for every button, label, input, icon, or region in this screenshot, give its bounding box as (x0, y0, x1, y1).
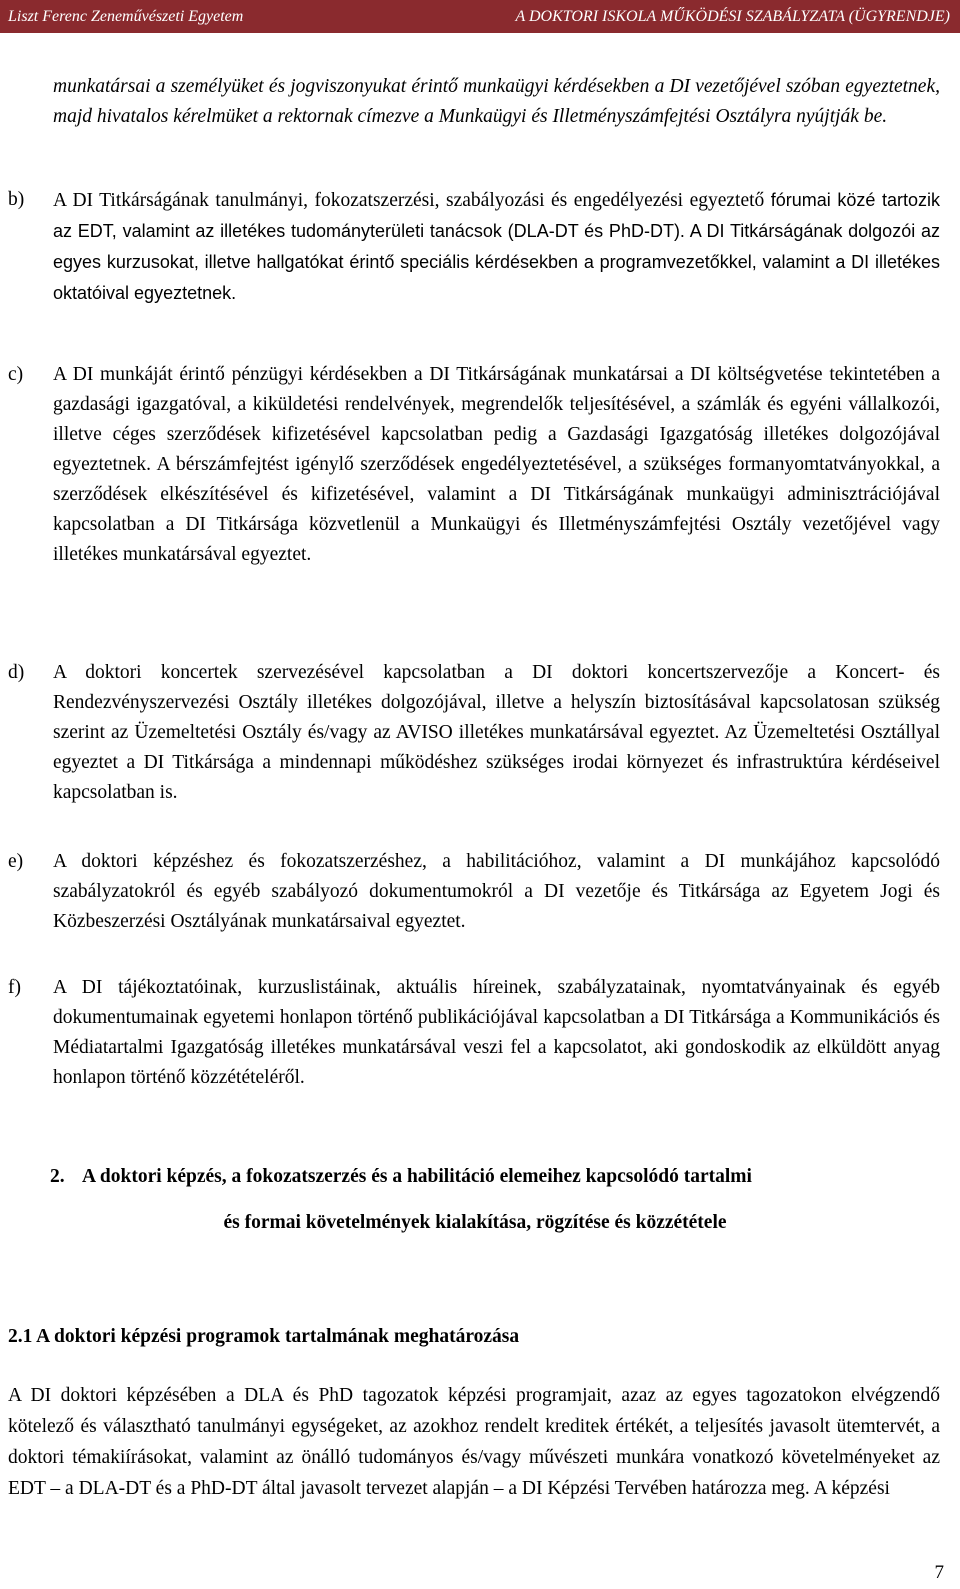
page-number: 7 (934, 1562, 944, 1583)
list-item-text-serif: A DI Titkárságának tanulmányi, fokozatszerzési, szabályozási és engedélyezési egyeztető (53, 190, 771, 211)
list-item-text (53, 185, 940, 309)
subsection-2-1-heading: 2.1 A doktori képzési programok tartalmának meghatározása (8, 1326, 520, 1347)
running-header (0, 0, 960, 33)
header-university-name: Liszt Ferenc Zeneművészeti Egyetem (8, 8, 244, 25)
list-item-text: A doktori képzéshez és fokozatszerzéshez, a habilitációhoz, valamint a DI munkájához kapcsolódó szabályzatokról és egyéb szabályozó dokumentumokról a DI vezetője és Titkársága az Egyetem Jogi és Közbeszerzési Osztályának munkatársaival egyeztet. (53, 851, 940, 932)
list-item-text: A DI tájékoztatóinak, kurzuslistáinak, aktuális híreinek, szabályzatainak, nyomtatványainak és egyéb dokumentumainak egyetemi honlapon történő publikációjával kapcsolatban a DI Titkársága a Kommunikációs és Médiatartalmi Igazgatóság illetékes munkatársával veszi fel a kapcsolatot, aki gondoskodik az elküldött anyag honlapon történő közzétételéről. (53, 977, 940, 1088)
section-number: 2. (50, 1166, 65, 1187)
section-2-heading (50, 1162, 940, 1238)
list-item-text: A doktori koncertek szervezésével kapcsolatban a DI doktori koncertszervezője a Koncert- és Rendezvényszervezési Osztály illetékes dolgozójával, illetve a helyszín biztosításával kapcsolatosan szükség szerint az Üzemeltetési Osztály és/vagy az AVISO illetékes munkatársával egyeztet. Az Üzemeltetési Osztállyal egyeztet a DI Titkársága a mindennapi működéshez szükséges irodai környezet és infrastruktúra kérdéseivel kapcsolatban is. (53, 662, 940, 803)
list-item-c (8, 360, 940, 570)
list-marker: d) (8, 662, 25, 683)
list-item-f (8, 973, 940, 1093)
list-item-d (8, 658, 940, 808)
list-item-b (8, 185, 940, 309)
body-paragraph: A DI doktori képzésében a DLA és PhD tagozatok képzési programjait, azaz az egyes tagozatokon elvégzendő kötelező és választható tanulmányi egységeket, az azokhoz rendelt kreditek értékét, a teljesítés javasolt ütemtervét, a doktori témakiírásokat, valamint az önálló tudományos és/vagy művészeti munkára vonatkozó követelményeket az EDT – a DLA-DT és a PhD-DT által javasolt tervezet alapján – a DI Képzési Tervében határozza meg. A képzési (8, 1385, 940, 1499)
list-item-e (8, 847, 940, 937)
list-marker: b) (8, 189, 25, 210)
list-item-text: A DI munkáját érintő pénzügyi kérdésekben a DI Titkárságának munkatársai a DI költségvetése tekintetében a gazdasági igazgatóval, a kiküldetési rendelvények, megrendelők teljesítésével, a számlák és egyéni vállalkozói, illetve céges szerződések kifizetésével kapcsolatban pedig a Gazdasági Igazgatóság illetékes dolgozójával egyeztetnek. A bérszámfejtést igénylő szerződések engedélyeztetésével, a szükséges formanyomtatványokkal, a szerződések elkészítésével és kifizetésével, valamint a DI Titkárságának munkaügyi adminisztrációjával kapcsolatban a DI Titkársága közvetlenül a Munkaügyi és Illetményszámfejtési Osztály vezetőjével vagy illetékes munkatársával egyeztet. (53, 364, 940, 565)
section-title-line-1: A doktori képzés, a fokozatszerzés és a habilitáció elemeihez kapcsolódó tartalmi (82, 1166, 752, 1187)
header-document-title: A DOKTORI ISKOLA MŰKÖDÉSI SZABÁLYZATA (ÜGYRENDJE) (515, 8, 950, 25)
intro-paragraph: munkatársai a személyüket és jogviszonyukat érintő munkaügyi kérdésekben a DI vezetőjével szóban egyeztetnek, majd hivatalos kérelmüket a rektornak címezve a Munkaügyi és Illetményszámfejtési Osztályra nyújtják be. (53, 76, 940, 127)
section-title-line-2: és formai követelmények kialakítása, rögzítése és közzététele (223, 1212, 727, 1233)
list-item-text-sans: fórumai közé tartozik az EDT, valamint az illetékes tudományterületi tanácsok (DLA-DT és PhD-DT). A DI Titkárságának dolgozói az egyes kurzusokat, illetve hallgatókat érintő speciális kérdésekben a programvezetőkkel, valamint a DI illetékes oktatóival egyeztetnek. (53, 190, 941, 303)
list-marker: e) (8, 851, 24, 872)
list-marker: c) (8, 364, 24, 385)
list-marker: f) (8, 977, 21, 998)
